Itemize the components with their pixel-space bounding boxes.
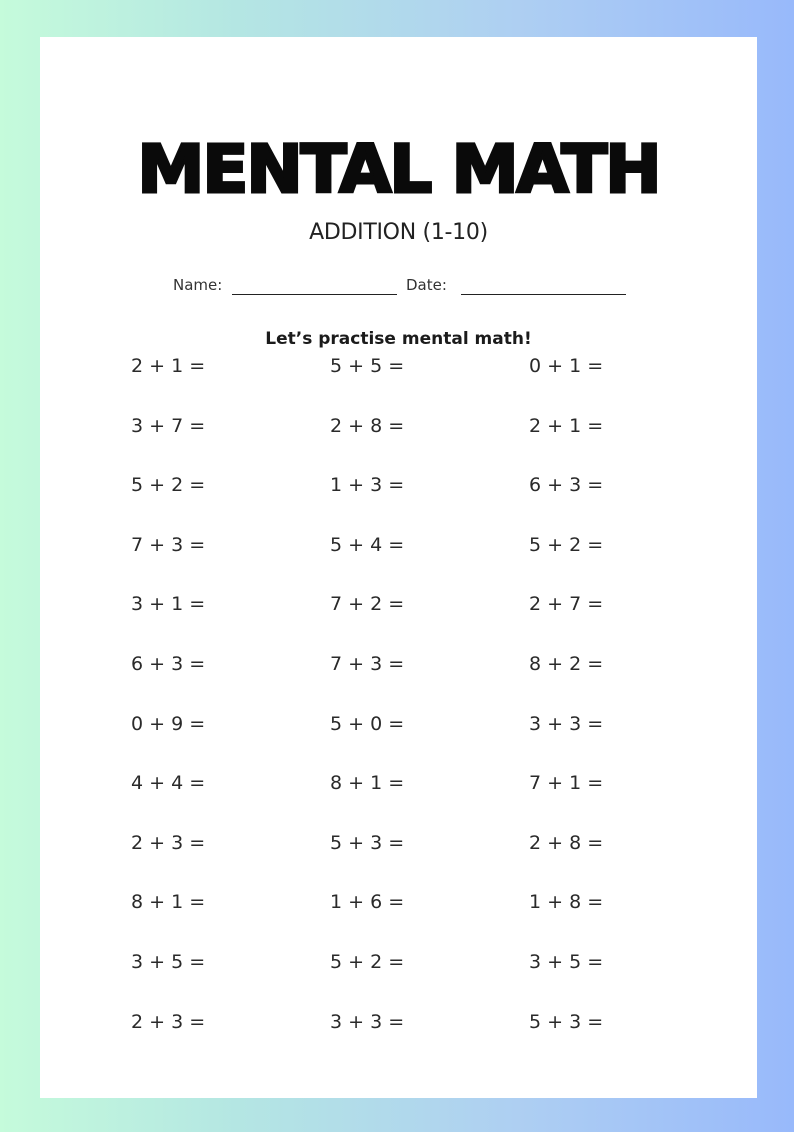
date-field[interactable] (461, 294, 626, 295)
problem-r9-c3: 2 + 8 = (529, 831, 604, 854)
name-field[interactable] (232, 294, 397, 295)
problem-r3-c2: 1 + 3 = (330, 474, 405, 497)
problem-r1-c1: 2 + 1 = (131, 355, 206, 377)
problem-r9-c2: 5 + 3 = (330, 831, 405, 854)
problem-r3-c3: 6 + 3 = (529, 474, 604, 497)
problem-r6-c3: 8 + 2 = (529, 653, 604, 675)
problem-r5-c1: 3 + 1 = (131, 593, 206, 616)
problem-r5-c2: 7 + 2 = (330, 593, 405, 616)
problem-r1-c3: 0 + 1 = (529, 355, 604, 377)
problem-r2-c1: 3 + 7 = (131, 414, 206, 437)
name-label: Name: (173, 276, 223, 294)
worksheet-subtitle: ADDITION (1-10) (309, 220, 488, 245)
problem-r10-c1: 8 + 1 = (131, 891, 206, 914)
problem-r7-c2: 5 + 0 = (330, 712, 405, 735)
problem-r7-c3: 3 + 3 = (529, 712, 604, 735)
instruction-text: Let’s practise mental math! (265, 329, 532, 349)
problem-r12-c1: 2 + 3 = (131, 1010, 206, 1033)
problem-r11-c3: 3 + 5 = (529, 951, 604, 973)
problem-r10-c2: 1 + 6 = (330, 891, 405, 914)
problem-r8-c3: 7 + 1 = (529, 772, 604, 795)
problem-r2-c3: 2 + 1 = (529, 414, 604, 437)
problem-r9-c1: 2 + 3 = (131, 831, 206, 854)
problem-r7-c1: 0 + 9 = (131, 712, 206, 735)
problem-r6-c1: 6 + 3 = (131, 653, 206, 675)
problem-r12-c3: 5 + 3 = (529, 1010, 604, 1033)
problem-r3-c1: 5 + 2 = (131, 474, 206, 497)
worksheet-page (40, 37, 757, 1098)
problem-r12-c2: 3 + 3 = (330, 1010, 405, 1033)
problem-r10-c3: 1 + 8 = (529, 891, 604, 914)
problem-r2-c2: 2 + 8 = (330, 414, 405, 437)
worksheet-title: MENTAL MATH (137, 131, 660, 208)
problem-r5-c3: 2 + 7 = (529, 593, 604, 616)
problem-r11-c2: 5 + 2 = (330, 951, 405, 973)
date-label: Date: (406, 276, 447, 294)
problem-r11-c1: 3 + 5 = (131, 951, 206, 973)
problem-r8-c1: 4 + 4 = (131, 772, 206, 795)
problem-r4-c2: 5 + 4 = (330, 533, 405, 556)
problem-r4-c1: 7 + 3 = (131, 533, 206, 556)
problem-r6-c2: 7 + 3 = (330, 653, 405, 675)
problem-r8-c2: 8 + 1 = (330, 772, 405, 795)
problem-r4-c3: 5 + 2 = (529, 533, 604, 556)
problem-r1-c2: 5 + 5 = (330, 355, 405, 377)
